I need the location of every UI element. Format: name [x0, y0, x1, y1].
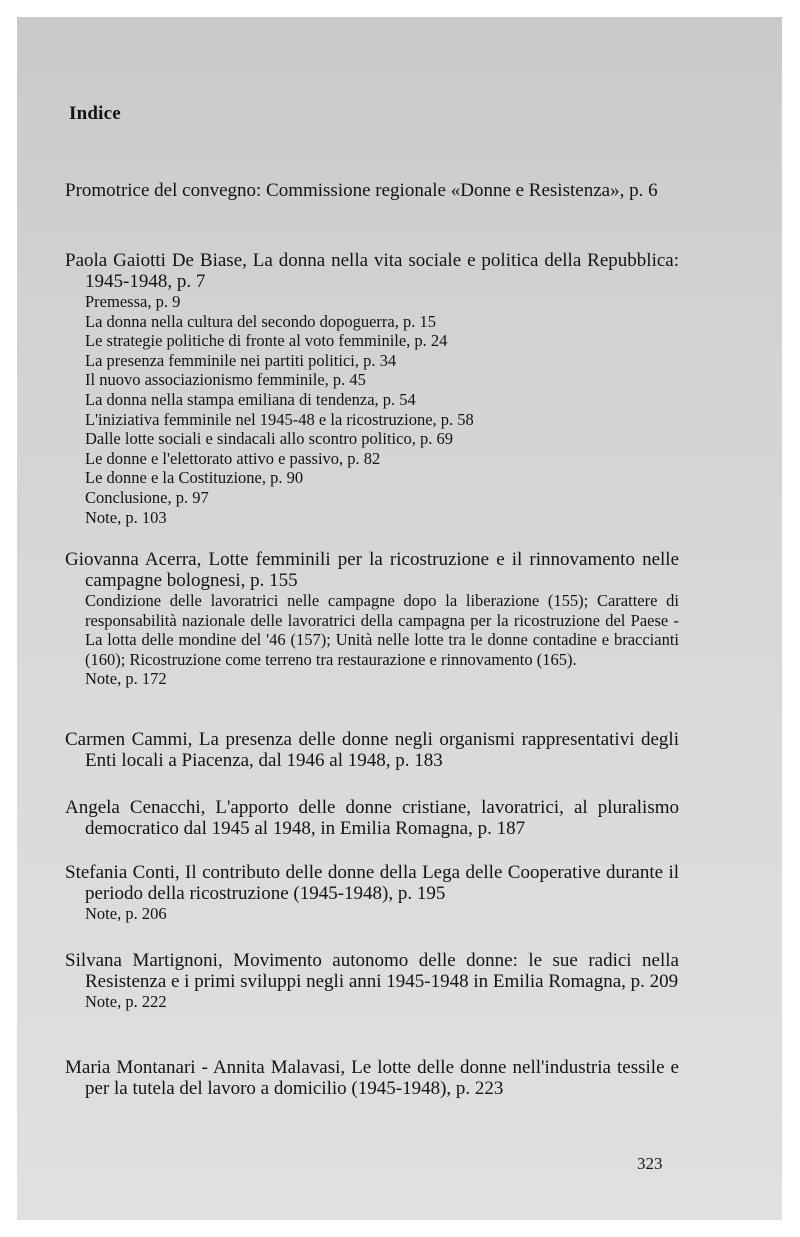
toc-subentry: Conclusione, p. 97: [85, 487, 209, 507]
toc-entry-heading: Carmen Cammi, La presenza delle donne negli organismi rappresentativi degli Enti locali a Piacenza, dal 1946 al 1948, p. 183: [65, 729, 679, 771]
toc-subentry: Note, p. 172: [85, 669, 167, 689]
page-number: 323: [637, 1154, 663, 1173]
toc-entry-heading: Promotrice del convegno: Commissione regionale «Donne e Resistenza», p. 6: [65, 180, 658, 201]
toc-entry-acerra: [65, 549, 679, 689]
page-title: Indice: [69, 103, 121, 124]
toc-entry-cenacchi: [65, 797, 679, 839]
toc-subentry: Le strategie politiche di fronte al voto femminile, p. 24: [85, 331, 448, 351]
toc-subentry: Note, p. 222: [85, 992, 167, 1011]
toc-entry-heading: Silvana Martignoni, Movimento autonomo delle donne: le sue radici nella Resistenza e i primi sviluppi negli anni 1945-1948 in Emilia Romagna, p. 209: [65, 950, 679, 992]
toc-subentry: Note, p. 206: [85, 904, 167, 923]
toc-entry-heading: Angela Cenacchi, L'apporto delle donne cristiane, lavoratrici, al pluralismo democratico dal 1945 al 1948, in Emilia Romagna, p. 187: [65, 797, 679, 839]
toc-subentry: Dalle lotte sociali e sindacali allo scontro politico, p. 69: [85, 429, 453, 449]
book-page: [17, 17, 782, 1220]
toc-subentry: La donna nella cultura del secondo dopoguerra, p. 15: [85, 311, 436, 331]
toc-entry-summary: Condizione delle lavoratrici nelle campagne dopo la liberazione (155); Carattere di responsabilità nazionale delle lavoratrici della campagna per la ricostruzione del Paese - La lotta delle mondine del '46 (157); Unità nelle lotte tra le donne contadine e braccianti (160); Ricostruzione come terreno tra restaurazione e rinnovamento (165).: [85, 591, 679, 669]
toc-subentry: Premessa, p. 9: [85, 292, 181, 311]
toc-entry-heading: Paola Gaiotti De Biase, La donna nella vita sociale e politica della Repubblica: 1945-1948, p. 7: [65, 250, 679, 292]
toc-subentry: L'iniziativa femminile nel 1945-48 e la ricostruzione, p. 58: [85, 409, 474, 429]
toc-entry-gaiotti: [65, 250, 679, 527]
toc-subentry: Il nuovo associazionismo femminile, p. 45: [85, 370, 366, 390]
toc-entry-montanari-malavasi: [65, 1057, 679, 1099]
toc-subentry: Note, p. 103: [85, 507, 167, 527]
toc-entry-heading: Maria Montanari - Annita Malavasi, Le lotte delle donne nell'industria tessile e per la tutela del lavoro a domicilio (1945-1948), p. 223: [65, 1057, 679, 1099]
toc-entry-heading: Stefania Conti, Il contributo delle donne della Lega delle Cooperative durante il periodo della ricostruzione (1945-1948), p. 195: [65, 862, 679, 904]
toc-entry-promotrice: [65, 180, 679, 201]
toc-entry-martignoni: [65, 950, 679, 1012]
toc-entry-conti: [65, 862, 679, 924]
toc-entry-cammi: [65, 729, 679, 771]
toc-subentry: La donna nella stampa emiliana di tendenza, p. 54: [85, 389, 416, 409]
toc-entry-heading: Giovanna Acerra, Lotte femminili per la ricostruzione e il rinnovamento nelle campagne bolognesi, p. 155: [65, 549, 679, 591]
toc-subentry: Le donne e l'elettorato attivo e passivo, p. 82: [85, 448, 381, 468]
toc-subentry: La presenza femminile nei partiti politici, p. 34: [85, 350, 397, 370]
toc-subentry: Le donne e la Costituzione, p. 90: [85, 468, 304, 488]
